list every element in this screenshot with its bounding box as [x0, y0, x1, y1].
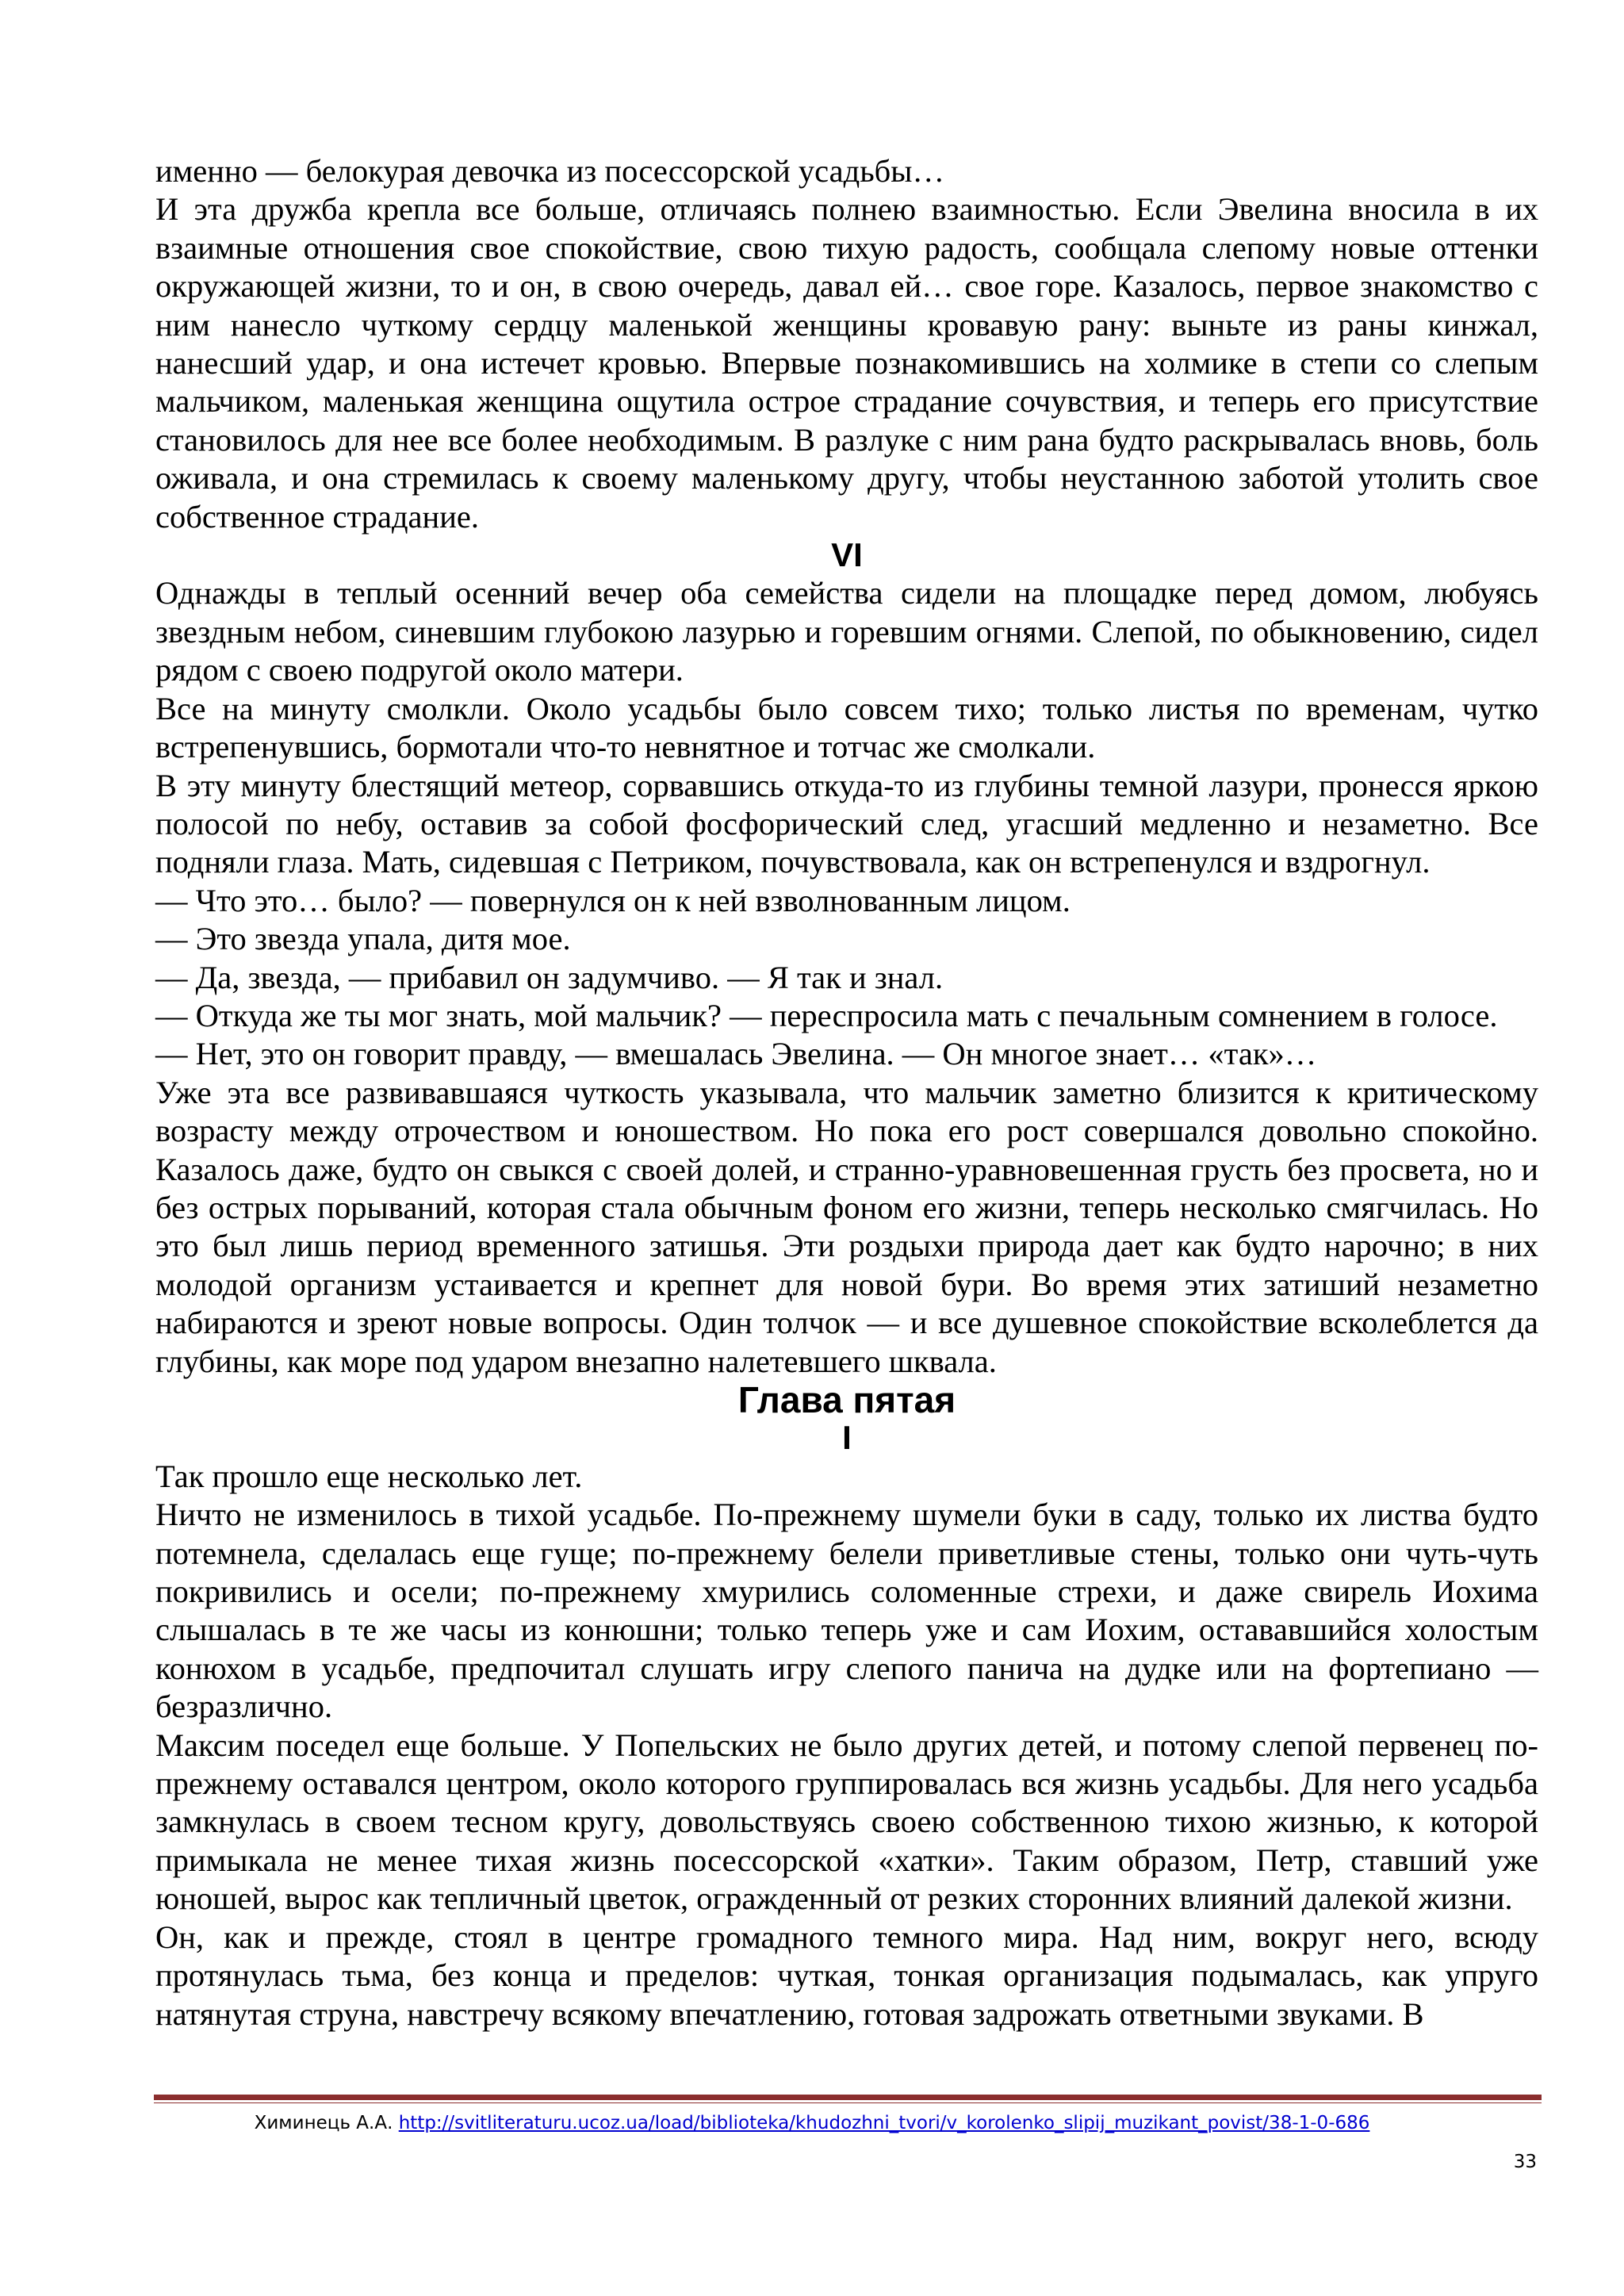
footer-divider — [154, 2095, 1542, 2103]
paragraph: Уже эта все развивавшаяся чуткость указывала, что мальчик заметно близится к критическому возрасту между отрочеством и юношеством. Но пока его рост совершался довольно спокойно. Казалось даже, будто он свыкся с своей долей, и странно-уравновешенная грусть без просвета, но и без острых порываний, которая стала обычным фоном его жизни, теперь несколько смягчилась. Но это был лишь период временного затишья. Эти роздыхи природа дает как будто нарочно; в них молодой организм устаивается и крепнет для новой бури. Во время этих затиший незаметно набираются и зреют новые вопросы. Один толчок — и все душевное спокойствие всколеблется да глубины, как море под ударом внезапно налетевшего шквала. — [155, 1074, 1538, 1379]
dialogue-line: — Да, звезда, — прибавил он задумчиво. — Я так и знал. — [155, 959, 944, 995]
section-heading-vi: VI — [831, 536, 863, 574]
paragraph: именно — белокурая девочка из посессорской усадьбы… — [155, 153, 944, 189]
dialogue-line: — Что это… было? — повернулся он к ней взволнованным лицом. — [155, 882, 1071, 918]
paragraph: Ничто не изменилось в тихой усадьбе. По-прежнему шумели буки в саду, только их листва будто потемнела, сделалась еще гуще; по-прежнему белели приветливые стены, только они чуть-чуть покривились и осели; по-прежнему хмурились соломенные стрехи, и даже свирель Иохима слышалась в те же часы из конюшни; только теперь уже и сам Иохим, остававшийся холостым конюхом в усадьбе, предпочитал слушать игру слепого панича на дудке или на фортепиано — безразлично. — [155, 1497, 1538, 1725]
page-number: 33 — [1513, 2152, 1537, 2172]
dialogue-line: — Это звезда упала, дитя мое. — [155, 921, 571, 957]
footer-citation — [0, 2111, 1624, 2135]
source-link[interactable]: http://svitliteraturu.ucoz.ua/load/biblioteka/khudozhni_tvori/v_korolenko_slipij_muzikant_povist/38-1-0-686 — [398, 2113, 1370, 2133]
footer-author: Химинець А.А. — [254, 2113, 393, 2133]
section-heading-i: I — [842, 1419, 852, 1457]
paragraph: И эта дружба крепла все больше, отличаясь полнею взаимностью. Если Эвелина вносила в их взаимные отношения свое спокойствие, свою тихую радость, сообщала слепому новые оттенки окружающей жизни, то и он, в свою очередь, давал ей… свое горе. Казалось, первое знакомство с ним нанесло чуткому сердцу маленькой женщины кровавую рану: выньте из раны кинжал, нанесший удар, и она истечет кровью. Впервые познакомившись на холмике в степи со слепым мальчиком, маленькая женщина ощутила острое страдание сочувствия, и теперь его присутствие становилось для нее все более необходимым. В разлуке с ним рана будто раскрывалась вновь, боль оживала, и она стремилась к своему маленькому другу, чтобы неустанною заботой утолить свое собственное страдание. — [155, 191, 1538, 535]
paragraph: Однажды в теплый осенний вечер оба семейства сидели на площадке перед домом, любуясь звездным небом, синевшим глубокою лазурью и горевшим огнями. Слепой, по обыкновению, сидел рядом с своею подругой около матери. — [155, 575, 1538, 688]
paragraph: В эту минуту блестящий метеор, сорвавшись откуда-то из глубины темной лазури, пронесся яркою полосой по небу, оставив за собой фосфорический след, угасший медленно и незаметно. Все подняли глаза. Мать, сидевшая с Петриком, почувствовала, как он встрепенулся и вздрогнул. — [155, 767, 1538, 880]
paragraph: Так прошло еще несколько лет. — [155, 1458, 583, 1494]
paragraph: Все на минуту смолкли. Около усадьбы было совсем тихо; только листья по временам, чутко встрепенувшись, бормотали что-то невнятное и тотчас же смолкали. — [155, 690, 1538, 765]
paragraph: Максим поседел еще больше. У Попельских не было других детей, и потому слепой первенец по-прежнему оставался центром, около которого группировалась вся жизнь усадьбы. Для него усадьба замкнулась в своем тесном кругу, довольствуясь своею собственною тихою жизнью, к которой примыкала не менее тихая жизнь посессорской «хатки». Таким образом, Петр, ставший уже юношей, вырос как тепличный цветок, огражденный от резких сторонних влияний далекой жизни. — [155, 1727, 1538, 1917]
chapter-title: Глава пятая — [737, 1379, 956, 1420]
paragraph: Он, как и прежде, стоял в центре громадного темного мира. Над ним, вокруг него, всюду протянулась тьма, без конца и пределов: чуткая, тонкая организация подымалась, как упруго натянутая струна, навстречу всякому впечатлению, готовая задрожать ответными звуками. В — [155, 1918, 1538, 2032]
page-body — [155, 152, 1538, 2033]
dialogue-line: — Нет, это он говорит правду, — вмешалась Эвелина. — Он многое знает… «так»… — [155, 1036, 1317, 1072]
dialogue-line: — Откуда же ты мог знать, мой мальчик? — переспросила мать с печальным сомнением в голосе. — [155, 997, 1498, 1033]
